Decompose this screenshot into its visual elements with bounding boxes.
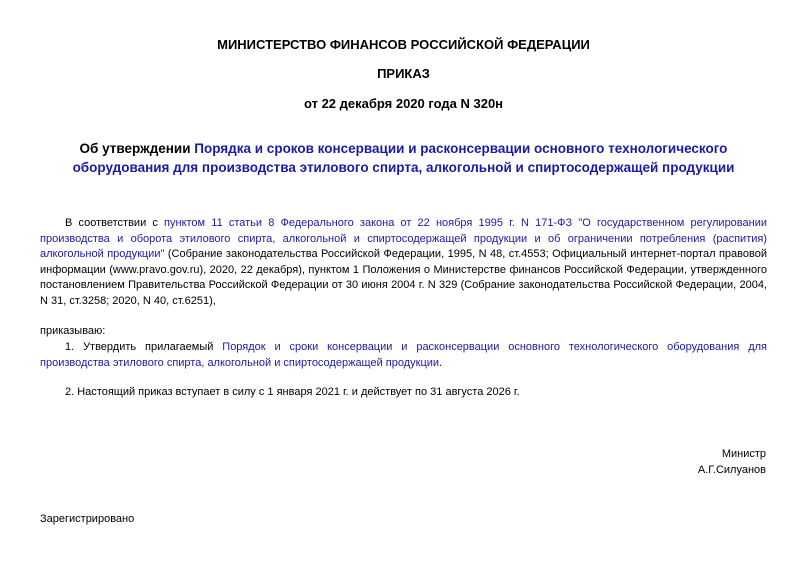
title-prefix: Об утверждении	[79, 141, 195, 156]
signature-position: Министр	[721, 448, 766, 460]
document-title	[40, 139, 767, 177]
title-link[interactable]: Порядка и сроков консервации и расконсервации основного технологического оборудования для производства этилового спирта, алкогольной и спиртосодержащей продукции	[72, 141, 735, 175]
item-1-paragraph	[40, 340, 767, 371]
signature-name: А.Г.Силуанов	[697, 464, 766, 476]
preamble-text-1: В соответствии с	[65, 217, 165, 229]
date-number-heading: от 22 декабря 2020 года N 320н	[303, 96, 504, 111]
ministry-heading: МИНИСТЕРСТВО ФИНАНСОВ РОССИЙСКОЙ ФЕДЕРАЦИИ	[217, 37, 590, 52]
federal-law-link[interactable]: пунктом 11 статьи 8 Федерального закона от 22 ноября 1995 г. N 171-ФЗ "О государственном регулировании производства и оборота этилового спирта, алкогольной и спиртосодержащей продукции и об ограничении потребления (распития) алкогольной продукции"	[40, 217, 768, 261]
order-word: приказываю:	[40, 325, 106, 337]
preamble-text-2: (Собрание законодательства Российской Федерации, 1995, N 48, ст.4553; Официальный интернет-портал правовой информации (www.pravo.gov.ru), 2020, 22 декабря), пунктом 1 Положения о Министерстве финансов Российской Федерации, утвержденного постановлением Правительства Российской Федерации от 30 июня 2004 г. N 329 (Собрание законодательства Российской Федерации, 2004, N 31, ст.3258; 2020, N 40, ст.6251),	[40, 248, 767, 307]
item-2-paragraph: 2. Настоящий приказ вступает в силу с 1 января 2021 г. и действует по 31 августа 2026 г.	[65, 386, 520, 398]
item-1-text: 1. Утвердить прилагаемый	[65, 341, 223, 353]
registered-label: Зарегистрировано	[40, 513, 135, 525]
procedure-link[interactable]: Порядок и сроки консервации и расконсервации основного технологического оборудования для производства этилового спирта, алкогольной и спиртосодержащей продукции	[40, 341, 767, 369]
doc-type-heading: ПРИКАЗ	[377, 66, 430, 81]
item-1-end: .	[439, 356, 443, 369]
preamble-paragraph	[40, 216, 767, 310]
